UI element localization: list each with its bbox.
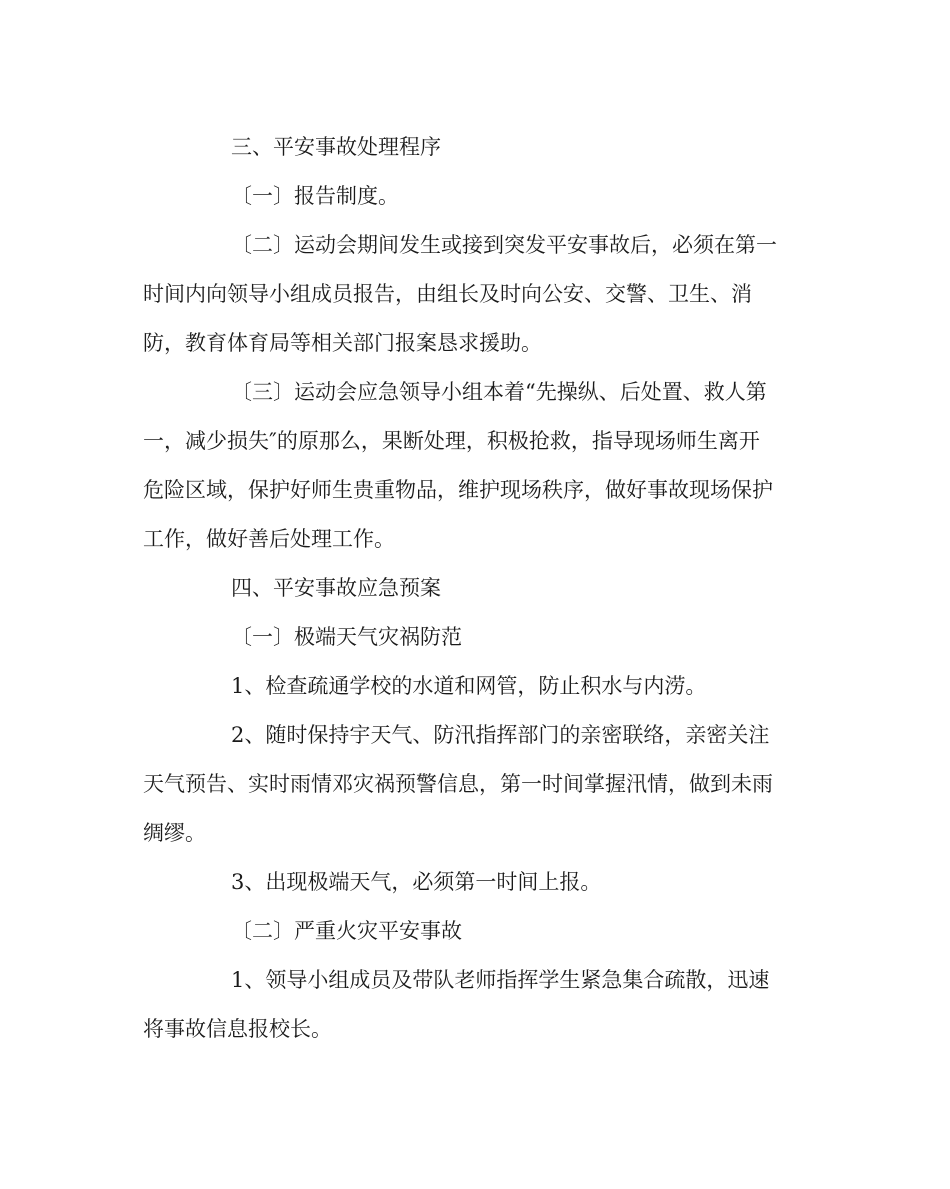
paragraph-line: 工作，做好善后处理工作。 [143,527,395,551]
subheading-fire-accident: 〔二〕严重火灾平安事故 [231,919,462,943]
section-heading-emergency-plan: 四、平安事故应急预案 [231,576,441,600]
list-item: 1、检查疏通学校的水道和网管，防止积水与内涝。 [231,674,707,698]
subheading-reporting-system: 〔一〕报告制度。 [231,184,399,208]
paragraph-line: 一，减少损失″的原那么，果断处理，积极抢救，指导现场师生离开 [143,429,760,453]
subheading-extreme-weather: 〔一〕极端天气灾祸防范 [231,625,462,649]
list-item: 1、领导小组成员及带队老师指挥学生紧急集合疏散，迅速 [231,968,770,992]
paragraph-line: 天气预告、实时雨情邓灾祸预警信息，第一时间掌握汛情，做到未雨 [143,772,773,796]
paragraph-line: 时间内向领导小组成员报告，由组长及时向公安、交警、卫生、消 [143,282,752,306]
paragraph-line: 危险区域，保护好师生贵重物品，维护现场秩序，做好事故现场保护 [143,478,773,502]
paragraph-line: 〔三〕运动会应急领导小组本着“先操纵、后处置、救人第 [231,380,767,404]
section-heading-procedure: 三、平安事故处理程序 [231,135,441,159]
paragraph-line: 防，教育体育局等相关部门报案恳求援助。 [143,331,542,355]
list-item: 2、随时保持宇天气、防汛指挥部门的亲密联络，亲密关注 [231,723,770,747]
paragraph-line: 〔二〕运动会期间发生或接到突发平安事故后，必须在第一 [231,233,777,257]
paragraph-line: 将事故信息报校长。 [143,1017,332,1041]
paragraph-line: 绸缪。 [143,821,206,845]
list-item: 3、出现极端天气，必须第一时间上报。 [231,870,602,894]
